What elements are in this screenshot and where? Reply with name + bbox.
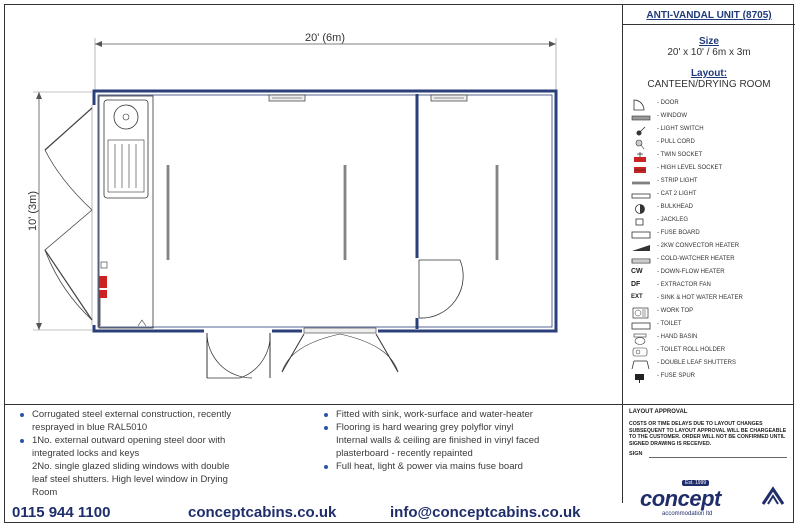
bullet-icon [324, 413, 328, 417]
note-item: 2No. single glazed sliding windows with double [32, 461, 230, 472]
cold-watcher-heater-icon [631, 255, 651, 267]
light-switch-icon [631, 125, 651, 137]
legend-item: - COLD-WATCHER HEATER [627, 255, 793, 268]
legend-item: - LIGHT SWITCH [627, 125, 793, 138]
hand-basin-icon [631, 333, 651, 345]
width-dimension [95, 32, 556, 90]
legend-item: - STRIP LIGHT [627, 177, 793, 190]
legend-item: - HAND BASIN [627, 333, 793, 346]
legend-item: - WORK TOP [627, 307, 793, 320]
window-icon [631, 112, 651, 124]
bullet-icon [20, 413, 24, 417]
legend-item: - HIGH LEVEL SOCKET [627, 164, 793, 177]
pull-cord-icon [631, 138, 651, 150]
unit-title: ANTI-VANDAL UNIT (8705) [646, 10, 772, 21]
entrance-door [204, 328, 272, 378]
legend-item: - TOILET ROLL HOLDER [627, 346, 793, 359]
jackleg-icon [631, 216, 651, 228]
legend-item: CW - DOWN-FLOW HEATER [627, 268, 793, 281]
legend-item: - CAT 2 LIGHT [627, 190, 793, 203]
twin-socket-icon [631, 151, 651, 163]
fuse-spur-icon [631, 372, 651, 384]
high-level-socket-icon [631, 164, 651, 176]
extractor-fan-code: DF [631, 281, 641, 288]
legend-item: EXT - SINK & HOT WATER HEATER [627, 294, 793, 307]
width-label: 20' (6m) [305, 32, 345, 44]
strip-lights [168, 165, 497, 260]
note-item: Corrugated steel external construction, recently [18, 409, 318, 421]
top-windows [269, 95, 467, 101]
note-item: resprayed in blue RAL5010 [32, 422, 148, 433]
work-top-icon [631, 307, 651, 319]
toilet-icon [631, 320, 651, 332]
note-item: integrated locks and keys [32, 448, 140, 459]
website[interactable]: conceptcabins.co.uk [188, 504, 337, 521]
fuse-board-icon [631, 229, 651, 241]
approval-title: LAYOUT APPROVAL [629, 409, 688, 415]
note-item: Full heat, light & power via mains fuse board [322, 461, 617, 473]
logo-sub: accommodation ltd [662, 511, 713, 517]
note-item: Internal walls & ceiling are finished in vinyl faced [336, 435, 540, 446]
bottom-window-shutters [282, 328, 398, 372]
double-leaf-shutters-icon [631, 359, 651, 371]
legend-item: - DOOR [627, 99, 793, 112]
door-icon [631, 99, 651, 111]
note-item: Flooring is hard wearing grey polyflor vinyl [322, 422, 617, 434]
down-flow-heater-code: CW [631, 268, 643, 275]
size-value: 20' x 10' / 6m x 3m [667, 47, 751, 58]
layout-heading: Layout: [690, 68, 728, 79]
outer-wall [94, 91, 556, 331]
note-item: 1No. external outward opening steel door with [18, 435, 318, 447]
water-heater [99, 262, 146, 326]
partition-wall [417, 94, 463, 329]
depth-dimension [27, 92, 92, 330]
legend-item: - FUSE BOARD [627, 229, 793, 242]
legend [627, 99, 793, 385]
bullet-icon [324, 426, 328, 430]
sign-label: SIGN [629, 451, 643, 457]
legend-item: - DOUBLE LEAF SHUTTERS [627, 359, 793, 372]
notes-right [322, 409, 617, 474]
legend-item: - PULL CORD [627, 138, 793, 151]
legend-item: - TOILET [627, 320, 793, 333]
strip-light-icon [631, 177, 651, 189]
depth-label: 10' (3m) [27, 191, 39, 231]
signature-line[interactable] [649, 457, 787, 458]
legend-item: - FUSE SPUR [627, 372, 793, 385]
logo-word: concept [640, 486, 721, 511]
legend-item: DF - EXTRACTOR FAN [627, 281, 793, 294]
size-heading: Size [698, 36, 719, 47]
info-panel [622, 4, 794, 404]
approval-text: COSTS OR TIME DELAYS DUE TO LAYOUT CHANGES SUBSEQUENT TO LAYOUT APPROVAL WILL BE CHARGEABLE TO THE CUSTOMER. ORDER WILL NOT BE CONFIRMED UNTIL SIGNED DRAWING IS RECEIVED. [629, 421, 787, 447]
logo-est: Est. 1999 [682, 480, 709, 486]
cat2-light-icon [631, 190, 651, 202]
logo-mark-icon [760, 484, 786, 510]
bullet-icon [20, 439, 24, 443]
legend-item: - WINDOW [627, 112, 793, 125]
note-item: Room [32, 487, 58, 498]
toilet-roll-holder-icon [631, 346, 651, 358]
note-item: leaf steel shutters. High level window in Drying [32, 474, 228, 485]
note-item: plasterboard - recently repainted [336, 448, 473, 459]
legend-item: - 2KW CONVECTOR HEATER [627, 242, 793, 255]
legend-item: - TWIN SOCKET [627, 151, 793, 164]
email[interactable]: info@conceptcabins.co.uk [390, 504, 581, 521]
phone-number: 0115 944 1100 [12, 504, 111, 521]
bulkhead-icon [631, 203, 651, 215]
company-logo [622, 478, 794, 520]
sink-hot-water-code: EXT [631, 294, 643, 300]
note-item: Fitted with sink, work-surface and water-heater [322, 409, 617, 421]
sink [104, 100, 148, 198]
legend-item: - BULKHEAD [627, 203, 793, 216]
layout-value: CANTEEN/DRYING ROOM [647, 79, 771, 90]
left-window-shutters [45, 105, 96, 325]
notes-left [18, 409, 318, 500]
bullet-icon [324, 465, 328, 469]
legend-item: - JACKLEG [627, 216, 793, 229]
convector-heater-icon [631, 242, 651, 254]
